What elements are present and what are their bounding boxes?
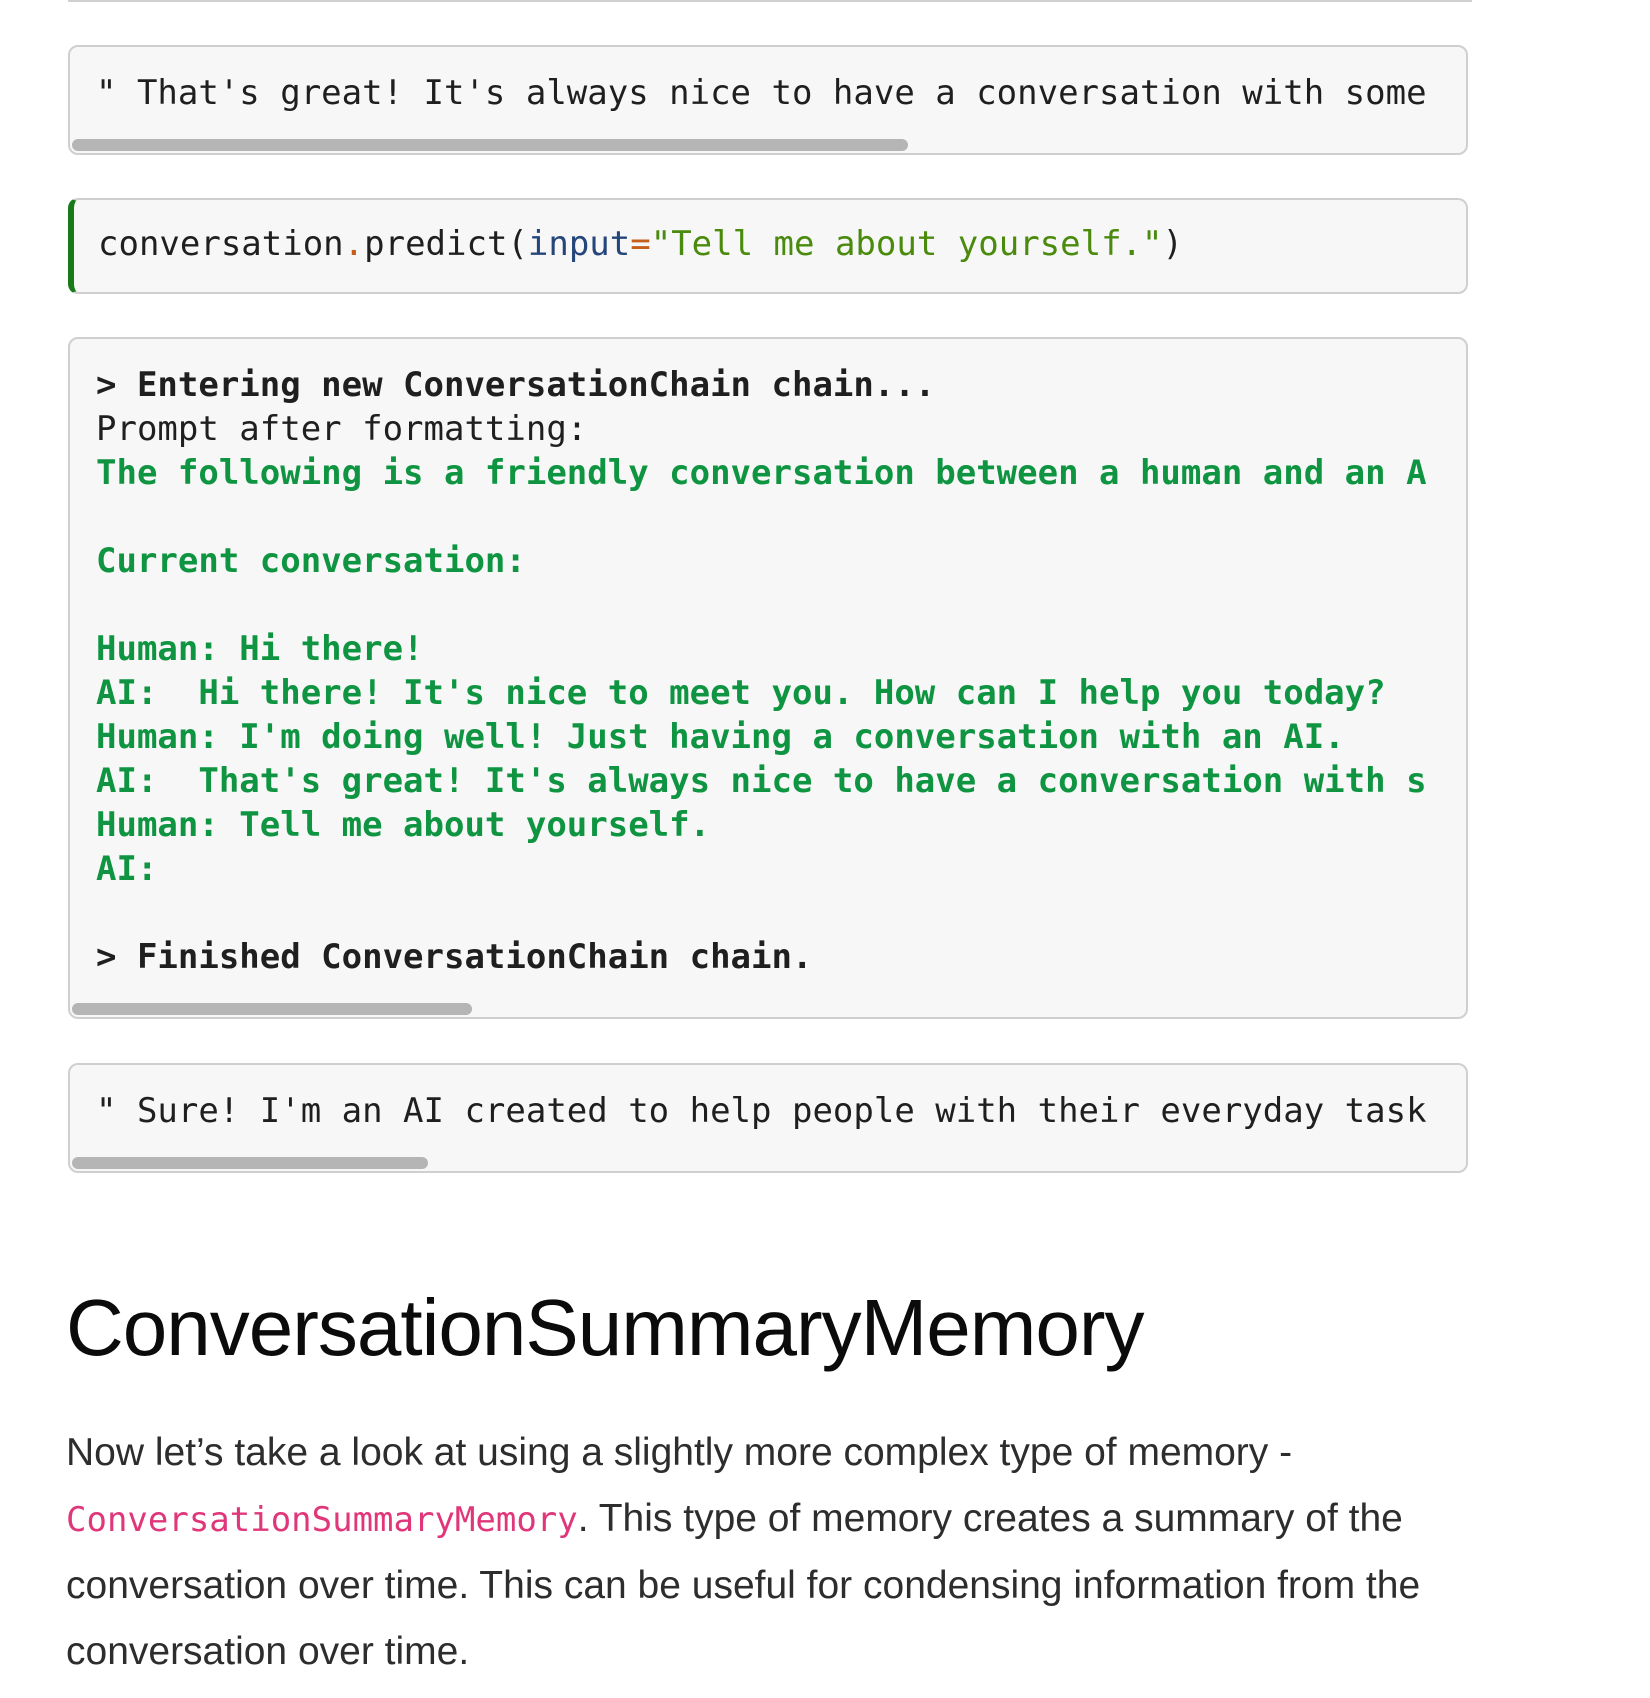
log-intro: The following is a friendly conversation between a human and an A <box>96 453 1427 493</box>
output-cell-1 <box>68 45 1468 155</box>
section-heading: ConversationSummaryMemory <box>66 1283 1144 1372</box>
previous-cell-border <box>68 0 1472 2</box>
horizontal-scrollbar[interactable] <box>72 1003 472 1015</box>
log-output-cell <box>68 337 1468 1019</box>
code-method: predict( <box>364 224 528 264</box>
log-line: AI: That's great! It's always nice to have a conversation with s <box>96 761 1427 801</box>
log-finished: > Finished ConversationChain chain. <box>96 937 813 977</box>
output-text: " Sure! I'm an AI created to help people with their everyday task <box>96 1091 1427 1131</box>
log-line: Human: Hi there! <box>96 629 424 669</box>
output-cell-2 <box>68 1063 1468 1173</box>
code-close-paren: ) <box>1162 224 1183 264</box>
log-current: Current conversation: <box>96 541 526 581</box>
output-text: " That's great! It's always nice to have a conversation with some <box>96 73 1427 113</box>
log-line: Human: Tell me about yourself. <box>96 805 711 845</box>
para-text: . This type of memory creates a summary of the conversation over time. This can be useful for condensing information from the conversation over time. <box>66 1497 1421 1673</box>
horizontal-scrollbar[interactable] <box>72 1157 428 1169</box>
code-object: conversation <box>98 224 344 264</box>
code-operator: = <box>630 224 651 264</box>
code-string: "Tell me about yourself." <box>650 224 1163 264</box>
log-line: AI: <box>96 849 158 889</box>
log-line: AI: Hi there! It's nice to meet you. How can I help you today? <box>96 673 1386 713</box>
code-line <box>98 224 1183 264</box>
log-prompt-label: Prompt after formatting: <box>96 409 588 449</box>
log-line: Human: I'm doing well! Just having a conversation with an AI. <box>96 717 1345 757</box>
code-input-cell[interactable] <box>68 198 1468 294</box>
para-text: Now let’s take a look at using a slightly more complex type of memory - <box>66 1431 1293 1474</box>
inline-code: ConversationSummaryMemory <box>66 1500 578 1540</box>
code-keyword-arg: input <box>527 224 631 264</box>
code-dot: . <box>343 224 365 264</box>
section-paragraph <box>66 1420 1486 1685</box>
log-entering: > Entering new ConversationChain chain... <box>96 365 936 405</box>
horizontal-scrollbar[interactable] <box>72 139 908 151</box>
